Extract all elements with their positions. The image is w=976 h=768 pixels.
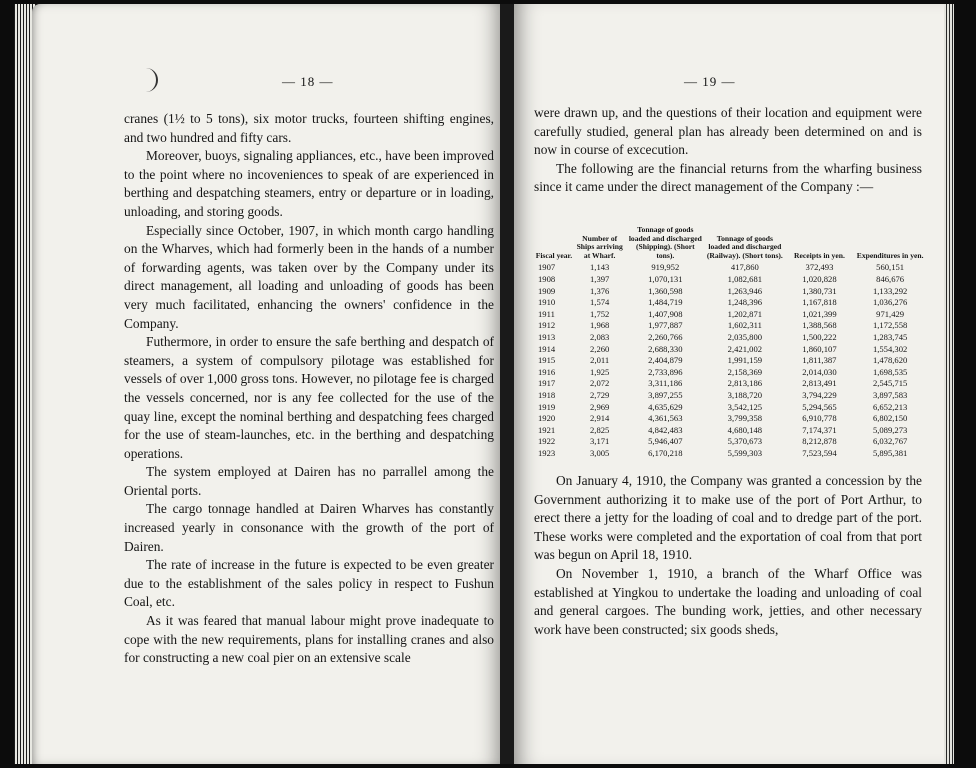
table-cell: 7,174,371	[802, 424, 837, 435]
table-cell: 4,361,563	[648, 413, 683, 424]
table-cell: 2,404,879	[648, 355, 683, 366]
table-cell: 1923	[538, 447, 556, 458]
table-cell: 7,523,594	[802, 447, 837, 458]
paragraph: Moreover, buoys, signaling appliances, etc., have been improved to the point where no incoveniences to speak of are experienced in berthing and despatching steamers, entry or departure or in loading, unloading, and storing goods.	[124, 148, 494, 219]
table-cell: 1,202,871	[727, 308, 763, 319]
table-cell: 2,729	[590, 389, 610, 400]
table-header-row	[534, 226, 926, 262]
column-header: Number of Ships arriving at Wharf.	[576, 233, 623, 260]
table-cell: 3,005	[590, 447, 610, 458]
table-cell: 2,014,030	[802, 366, 837, 377]
table-cell: 2,813,491	[802, 378, 837, 389]
table-cell: 1907	[538, 262, 556, 273]
table-cell: 971,429	[876, 308, 905, 319]
table-cell: 2,072	[590, 378, 610, 389]
table-row	[534, 355, 926, 367]
table-cell: 1,574	[590, 297, 610, 308]
table-cell: 5,370,673	[727, 436, 763, 447]
table-cell: 3,897,583	[872, 389, 908, 400]
table-cell: 1,133,292	[872, 285, 908, 296]
table-cell: 1,752	[590, 308, 610, 319]
table-cell: 1917	[538, 378, 556, 389]
table-cell: 1,082,681	[727, 273, 763, 284]
table-cell: 6,910,778	[802, 413, 837, 424]
paragraph: The system employed at Dairen has no parrallel among the Oriental ports.	[124, 464, 494, 498]
table-cell: 1,070,131	[648, 273, 683, 284]
table-cell: 1,143	[590, 262, 610, 273]
table-cell: 1909	[538, 285, 556, 296]
table-cell: 3,799,358	[727, 413, 763, 424]
table-row	[534, 297, 926, 309]
table-row	[534, 448, 926, 460]
table-cell: 2,813,186	[727, 378, 763, 389]
table-cell: 2,733,896	[648, 366, 683, 377]
table-cell: 3,542,125	[727, 401, 763, 412]
table-cell: 1,554,302	[872, 343, 908, 354]
table-row	[534, 390, 926, 402]
table-cell: 1,283,745	[872, 331, 908, 342]
table-cell: 2,969	[590, 401, 610, 412]
table-cell: 1,248,396	[727, 297, 763, 308]
table-cell: 1916	[538, 366, 556, 377]
table-cell: 1910	[538, 297, 556, 308]
table-cell: 1,388,568	[802, 320, 837, 331]
table-cell: 4,635,629	[648, 401, 683, 412]
table-cell: 417,860	[730, 262, 759, 273]
paragraph: The rate of increase in the future is expected to be even greater due to the establishment of the sales policy in respect to Fushun Coal, etc.	[124, 557, 494, 610]
table-cell: 1913	[538, 331, 556, 342]
table-cell: 1,968	[590, 320, 610, 331]
table-cell: 1,360,598	[648, 285, 683, 296]
right-page-edge	[944, 4, 954, 764]
table-cell: 1921	[538, 424, 556, 435]
paragraph: Futhermore, in order to ensure the safe berthing and despatch of steamers, a system of compulsory pilotage was established for vessels of over 1,000 gross tons. However, no pilotage fee is charged the vessels concerned, nor is any fee collected for the use of the quay line, except the nominal berthing and despatching fees charged for the use of steam-launches, etc. in the berthing and despatching operations.	[124, 334, 494, 461]
table-cell: 1915	[538, 355, 556, 366]
table-cell: 1,811,387	[802, 355, 837, 366]
table-cell: 3,897,255	[648, 389, 683, 400]
table-cell: 2,825	[590, 424, 610, 435]
table-cell: 2,688,330	[648, 343, 683, 354]
table-row	[534, 413, 926, 425]
table-body	[534, 262, 926, 459]
table-row	[534, 402, 926, 414]
table-row	[534, 274, 926, 286]
table-cell: 6,802,150	[872, 413, 908, 424]
table-cell: 560,151	[876, 262, 905, 273]
table-cell: 6,652,213	[872, 401, 908, 412]
table-cell: 1,376	[590, 285, 610, 296]
table-cell: 2,914	[590, 413, 610, 424]
financial-returns-table	[534, 226, 926, 459]
table-row	[534, 309, 926, 321]
paragraph: were drawn up, and the questions of their location and equipment were carefully studied, general plan has already been determined on and is now in course of excecution.	[534, 105, 922, 158]
table-cell: 1,021,399	[802, 308, 837, 319]
table-cell: 5,089,273	[872, 424, 908, 435]
paragraph: On November 1, 1910, a branch of the Wharf Office was established at Yingkou to undertake the loading and unloading of coal and general cargoes. The bunding work, jetties, and other necessary work have been constructed; six goods sheds,	[534, 565, 922, 637]
column-header: Tonnage of goods loaded and discharged (Railway). (Short tons).	[706, 233, 783, 260]
table-cell: 846,676	[876, 273, 905, 284]
table-cell: 1,698,535	[872, 366, 908, 377]
paragraph: As it was feared that manual labour might prove inadequate to cope with the new requirements, plans for installing cranes and also for constructing a new coal pier on an extensive scale	[124, 613, 494, 666]
table-cell: 1,263,946	[727, 285, 763, 296]
table-cell: 5,294,565	[802, 401, 837, 412]
paragraph: The cargo tonnage handled at Dairen Wharves has constantly increased yearly in consonance with the growth of the port of Dairen.	[124, 501, 494, 554]
table-cell: 3,171	[590, 436, 610, 447]
table-row	[534, 436, 926, 448]
table-cell: 6,170,218	[648, 447, 683, 458]
table-cell: 2,011	[590, 355, 610, 366]
table-cell: 1918	[538, 389, 556, 400]
table-cell: 2,260,766	[648, 331, 683, 342]
table-cell: 1,484,719	[648, 297, 683, 308]
table-cell: 2,260	[590, 343, 610, 354]
table-row	[534, 262, 926, 274]
table-row	[534, 286, 926, 298]
table-cell: 4,842,483	[648, 424, 683, 435]
table-cell: 1911	[538, 308, 555, 319]
column-header: Expenditures in yen.	[856, 250, 924, 260]
table-cell: 1914	[538, 343, 556, 354]
table-cell: 1922	[538, 436, 556, 447]
table-cell: 3,311,186	[648, 378, 683, 389]
table-cell: 8,212,878	[802, 436, 837, 447]
book-spread	[14, 4, 966, 764]
table-cell: 1,500,222	[802, 331, 837, 342]
table-cell: 1908	[538, 273, 556, 284]
paragraph: Especially since October, 1907, in which month cargo handling on the Wharves, which had formerly been in the hands of a number of forwarding agents, was taken over by the Company under its direct management, all loading and unloading of goods has been very much facilitated, enhancing the owners' confidence in the Company.	[124, 222, 494, 331]
table-cell: 5,946,407	[648, 436, 683, 447]
table-cell: 1920	[538, 413, 556, 424]
table-row	[534, 378, 926, 390]
table-cell: 1,397	[590, 273, 610, 284]
table-cell: 1912	[538, 320, 556, 331]
table-cell: 1,602,311	[727, 320, 762, 331]
table-cell: 1,380,731	[802, 285, 837, 296]
column-header: Tonnage of goods loaded and discharged (Shipping). (Short tons).	[628, 225, 702, 260]
table-cell: 1,167,818	[802, 297, 837, 308]
right-page	[514, 4, 946, 764]
column-header: Fiscal year.	[535, 250, 573, 260]
table-cell: 5,895,381	[872, 447, 908, 458]
table-cell: 1,478,620	[872, 355, 908, 366]
table-cell: 2,421,002	[727, 343, 763, 354]
table-cell: 2,035,800	[727, 331, 763, 342]
right-page-body-top	[534, 104, 922, 197]
page-number-left: — 18 —	[282, 74, 334, 89]
table-cell: 3,794,229	[802, 389, 837, 400]
table-row	[534, 367, 926, 379]
table-cell: 1,925	[590, 366, 610, 377]
table-cell: 2,158,369	[727, 366, 763, 377]
left-page	[32, 4, 502, 764]
paragraph: The following are the financial returns from the wharfing business since it came under the direct management of the Company :—	[534, 160, 922, 195]
table-cell: 1,172,558	[872, 320, 908, 331]
paragraph: cranes (1½ to 5 tons), six motor trucks, fourteen shifting engines, and two hundred and fifty cars.	[124, 111, 494, 145]
table-cell: 1,991,159	[727, 355, 763, 366]
table-row	[534, 344, 926, 356]
pencil-mark	[146, 68, 158, 92]
table-cell: 2,083	[590, 331, 610, 342]
table-cell: 1,407,908	[648, 308, 683, 319]
table-cell: 919,952	[651, 262, 680, 273]
table-cell: 1919	[538, 401, 556, 412]
left-page-body	[124, 110, 494, 668]
right-page-body-bottom	[534, 472, 922, 639]
table-cell: 4,680,148	[727, 424, 763, 435]
table-cell: 6,032,767	[872, 436, 908, 447]
table-cell: 372,493	[805, 262, 834, 273]
table-cell: 3,188,720	[727, 389, 763, 400]
table-row	[534, 332, 926, 344]
table-cell: 5,599,303	[727, 447, 763, 458]
paragraph: On January 4, 1910, the Company was granted a concession by the Government authorizing it to make use of the port of Port Arthur, to erect there a jetty for the loading of coal and to dredge part of the port. These works were completed and the exportation of coal from that port was begun on April 18, 1910.	[534, 473, 922, 563]
table-cell: 1,860,107	[802, 343, 837, 354]
table-cell: 2,545,715	[872, 378, 908, 389]
table-row	[534, 320, 926, 332]
column-header: Receipts in yen.	[794, 250, 845, 260]
table-cell: 1,036,276	[872, 297, 908, 308]
table-cell: 1,977,887	[648, 320, 683, 331]
table-cell: 1,020,828	[802, 273, 837, 284]
page-number-right: — 19 —	[684, 74, 736, 89]
table-row	[534, 425, 926, 437]
